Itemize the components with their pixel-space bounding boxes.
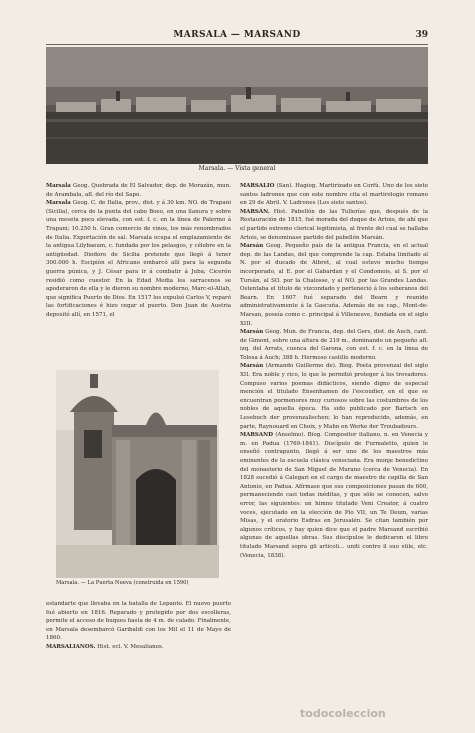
- entry-text: Hist. Pabellón de las Tullerías que, después de la Restauración de 1815, fué morada del duque de Artois, de ahí que el partido extremo clerical legitimista, al frente del cual se hallaba Artois, se denominase partido del pabellón Marsán.: [240, 208, 428, 241]
- entry: [240, 182, 428, 208]
- figure-caption-1: Marsala. — Vista general: [198, 165, 276, 172]
- entry-text: estandarte que llevaba en la batalla de Lepanto. El nuevo puerto fué abierto en 1816. Reparado y protegido por dos escolleras, permite el acceso de buques hasta de 4 m. de calado. Finalmente, en Marsala desembarcó Garibaldi con los Mil el 11 de Mayo de 1860.: [46, 601, 231, 642]
- marsala-panorama-photo: [46, 47, 428, 164]
- entry-text: Geog. Pequeño país de la antigua Francia, en el actual dep. de las Landas, del que comprende la cap. Estaba limitado al N. por el ducado de Albret, al cual estuvo mucho tiempo incorporado, al E. por el Gabardan y el Condomois, al S. por el Tursán, al SO. por la Chalosse, y al NO. por las Grandes Landas. Ostentaba el título de vizcondado y perteneció á los soberanos del Bearn. En 1607 fué separado del Bearn y reunido administrativamente á la Gascuña. Además de su cap., Mont-de-Marsan, poseía como c. principal á Villeneuve, fundada en el siglo XIII.: [240, 243, 428, 327]
- left-column-continuation: [46, 600, 231, 652]
- entry: [46, 182, 231, 199]
- entry-headword: MARSAND: [240, 432, 273, 439]
- running-header: [46, 30, 428, 44]
- entry-text: Geog. C. de Italia, prov., dist. y á 30 km. NO. de Trapani (Sicilia), cerca de la punta del cabo Boeo, en una llanura y sobre una meseta poco elevada, con est. f. c. en la línea de Palermo á Trapani; 10.250 h. Gran comercio de vinos, los más renombrados de Italia. Exportación de sal. Marsala ocupa el emplazamiento de la antigua Lilybaeum, c. fundada por los pelasgos, y célebre en la antigüedad. Diodoro de Sicilia pretende que llegó á tener 300.000 h. Escipión el Africano embarcó allí para la segunda guerra púnica, y J. César para ir á combatir á Juba; Cicerón residió como cuestor. En la Edad Media los sarracenos se apoderaron de ella y le dieron su nombre moderno, Marc-el-Allah, que significa Puerto de Dios. En 1517 los expulsó Carlos V, reparó las fortificaciones é hizo cegar el puerto. Don Juan de Austria depositó allí, en 1571, el: [46, 200, 231, 318]
- entry: [240, 208, 428, 242]
- watermark-logo: todocoleccion: [300, 707, 386, 720]
- entry: [240, 242, 428, 328]
- entry-text: Geog. Mun. de Francia, dep. del Gers, dist. de Auch, cant. de Gimont, sobre una altura de 219 m., dominando un pequeño afl. izq. del Arrats, cuenca del Garona, con est. f. c. en la línea de Tolosa á Auch; 388 h. Hermoso castillo moderno.: [240, 329, 428, 361]
- left-column: [46, 182, 231, 320]
- entry: [240, 328, 428, 362]
- entry: [46, 600, 231, 643]
- entry-headword: Marsán: [240, 329, 264, 336]
- entry-text: (Anselmo). Biog. Compositor italiano, n. en Venecia y m. en Padua (1769-1841). Discípulo de Furmaletto, quien le enseñó contrapunto, llegó á ser uno de los maestros más eminentes de la escuela clásica veneciana. Era monje benedictino del monasterio de San Miguel de Murano (cerca de Venecia). En 1828 sucedió á Calegari en el cargo de maestro de capilla de San Antonio, en Padua. Afírmase que sus composiciones pasan de 600, permaneciendo casi todas inéditas, y que sólo se conocen, salvo error, las siguientes: un himno titulado Veni Creator, á cuatro voces, ejecutado en la elección de Pío VII, un Te Deum, varias Misas, y el oratorio Esdras en Jerusalén. Se citan también por algunos críticos, y hay quien dice que el padre Marsand escribió algunas de aquellas obras. Sus discípulos le dedicaron el libro titulado Marsand sopra gli articoli... uniti contro il suo stile, etc. (Venecia, 1838).: [240, 432, 428, 559]
- entry-headword: Marsán: [240, 363, 264, 370]
- entry-text: Hist. ecl. V. Mesalianos.: [97, 643, 164, 650]
- entry-headword: MARSALIANOS.: [46, 643, 96, 650]
- entry-headword: Marsala: [46, 200, 71, 207]
- entry: [46, 199, 231, 319]
- entry-headword: Marsala: [46, 183, 71, 189]
- entry-headword: MARSÁN.: [240, 208, 270, 215]
- page-number: 39: [415, 30, 428, 40]
- entry-text: (San). Hagiog. Martirizado en Corfú. Uno de los siete santos ladrones que con este nombre cita el martirologio romano en 29 de Abril. V. Ladrones (Los siete santos).: [240, 183, 428, 207]
- entry-headword: Marsán: [240, 243, 264, 250]
- header-title: MARSALA — MARSAND: [173, 30, 301, 40]
- entry: [46, 643, 231, 652]
- entry-text: (Armando Guillermo de). Biog. Poeta provenzal del siglo XII. Era noble y rico, lo que le permitió proteger á los trovadores. Compuso varios poemas didácticos, siendo digno de especial mención el titulado Ensenhamen de l'escoudier, en el que se encuentran pormenores muy curiosos sobre las costumbres de los nobles de aquella época. Ha sido publicado por Bartsch en Lesebuch der provenzalischen; lo han reproducido, además, en parte, Raynouard en Choix, y Mahn en Werke der Troubadours.: [240, 363, 428, 430]
- entry: [240, 362, 428, 431]
- entry-text: Geog. Quebrada de El Salvador, dep. de Morazán, mun. de Arambala, afl. del río del Sapo.: [46, 183, 231, 198]
- entry: [240, 431, 428, 560]
- header-rule: [46, 44, 428, 45]
- entry-headword: MARSALIO: [240, 183, 275, 189]
- right-column: [240, 182, 428, 560]
- figure-caption-2: Marsala. — La Puerta Nueva (construida en 1590): [56, 580, 189, 586]
- puerta-nueva-photo: [56, 370, 219, 578]
